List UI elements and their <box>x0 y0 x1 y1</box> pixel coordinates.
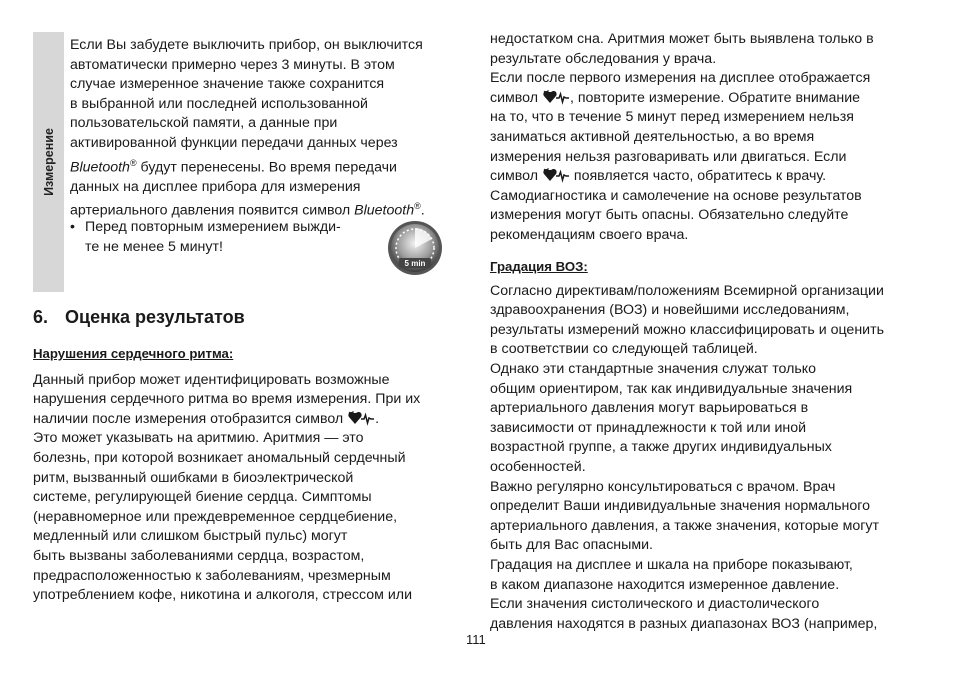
body-line <box>490 167 930 187</box>
side-tab-label: Измерение <box>41 128 56 196</box>
who-line: особенностей. <box>490 458 586 475</box>
arrhythmia-subheading: Нарушения сердечного ритма: <box>33 346 234 361</box>
bullet-dot: • <box>70 219 75 235</box>
intro-paragraph <box>70 36 470 222</box>
body-line <box>490 89 930 109</box>
body-line: рекомендациям своего врача. <box>490 226 689 243</box>
who-line: Согласно директивам/положениям Всемирной организации <box>490 282 884 299</box>
section-number: 6. <box>33 307 49 327</box>
bullet-line: те не менее 5 минут! <box>85 238 223 255</box>
arrhythmia-heart-icon <box>542 89 570 105</box>
arrhythmia-line: системе, регулирующей биение сердца. Симптомы <box>33 489 372 506</box>
who-line: артериального давления, а также значения, которые могут <box>490 517 879 534</box>
arrhythmia-line: болезнь, при которой возникает аномальный сердечный <box>33 449 406 466</box>
intro-line: случае измеренное значение также сохранится <box>70 76 385 93</box>
registered-mark: ® <box>414 201 421 212</box>
page-number: 111 <box>466 632 486 647</box>
intro-line: активированной функции передачи данных через <box>70 134 398 151</box>
body-line: Если после первого измерения на дисплее отображается <box>490 70 871 87</box>
who-line: артериального давления могут варьироваться в <box>490 400 809 417</box>
bullet-line: Перед повторным измерением выжди- <box>85 219 341 235</box>
who-line: давления находятся в разных диапазонах ВОЗ (например, <box>490 615 878 632</box>
who-line: зависимости от принадлежности к той или иной <box>490 419 807 436</box>
body-line: Самодиагностика и самолечение на основе результатов <box>490 187 862 204</box>
intro-line: в выбранной или последней использованной <box>70 95 368 112</box>
who-line: Если значения систолического и диастолического <box>490 596 820 613</box>
arrhythmia-heart-icon <box>347 410 375 426</box>
right-column-top <box>490 30 930 246</box>
arrhythmia-section <box>33 344 473 606</box>
who-line: возрастной группе, а также других индивидуальных <box>490 439 832 456</box>
who-line: Градация на дисплее и шкала на приборе показывают, <box>490 556 853 573</box>
arrhythmia-line: предрасположенностью к заболеваниям, чрезмерным <box>33 567 391 584</box>
who-subheading: Градация ВОЗ: <box>490 259 588 274</box>
arrhythmia-line: быть вызваны заболеваниями сердца, возрастом, <box>33 547 365 564</box>
registered-mark: ® <box>129 157 137 168</box>
arrhythmia-line-prefix: наличии после измерения отобразится символ <box>33 410 348 427</box>
bluetooth-word: Bluetooth <box>70 159 130 176</box>
arrhythmia-line: ритм, вызванный ошибками в биоэлектрической <box>33 469 354 486</box>
body-line-suffix: появляется часто, обратитесь к врачу. <box>569 168 827 185</box>
arrhythmia-line: Это может указывать на аритмию. Аритмия — это <box>33 430 364 447</box>
body-line-suffix: , повторите измерение. Обратите внимание <box>569 89 861 106</box>
body-line: результате обследования у врача. <box>490 50 717 67</box>
body-line-prefix: символ <box>490 168 542 185</box>
timer-5min-icon <box>387 220 443 276</box>
intro-line: данных на дисплее прибора для измерения <box>70 178 361 195</box>
section-heading <box>33 307 245 328</box>
body-line: недостатком сна. Аритмия может быть выявлена только в <box>490 31 874 47</box>
arrhythmia-line: (неравномерное или преждевременное сердцебиение, <box>33 508 398 525</box>
arrhythmia-line <box>33 410 473 430</box>
who-line: в каком диапазоне находится измеренное давление. <box>490 576 840 593</box>
arrhythmia-line: медленный или слишком быстрый пульс) могут <box>33 528 348 545</box>
arrhythmia-heart-icon <box>542 167 570 183</box>
who-line: Однако эти стандартные значения служат только <box>490 360 817 377</box>
intro-line: автоматически примерно через 3 минуты. В этом <box>70 56 395 73</box>
who-section <box>490 257 930 634</box>
body-line: измерения могут быть опасны. Обязательно следуйте <box>490 207 849 224</box>
bullet-item <box>70 218 370 257</box>
body-line-prefix: символ <box>490 89 542 106</box>
arrhythmia-line: Данный прибор может идентифицировать возможные <box>33 371 390 388</box>
intro-line: пользовательской памяти, а данные при <box>70 115 338 132</box>
section-side-tab <box>33 32 64 292</box>
who-line: общим ориентиром, так как индивидуальные значения <box>490 380 853 397</box>
who-line: в соответствии со следующей таблицей. <box>490 341 758 358</box>
who-line: Важно регулярно консультироваться с врачом. Врач <box>490 478 836 495</box>
body-line: заниматься активной деятельностью, а во время <box>490 128 815 145</box>
period: . <box>420 203 425 220</box>
who-line: результаты измерений можно классифицировать и оценить <box>490 321 884 338</box>
intro-line-prefix: артериального давления появится символ <box>70 203 355 220</box>
arrhythmia-line: употреблением кофе, никотина и алкоголя, стрессом или <box>33 587 412 604</box>
intro-line <box>70 154 470 178</box>
intro-line-rest: будут перенесены. Во время передачи <box>136 159 397 176</box>
period: . <box>375 410 380 427</box>
who-line: быть для Вас опасными. <box>490 537 653 554</box>
body-line: на то, что в течение 5 минут перед измерением нельзя <box>490 109 854 126</box>
arrhythmia-line: нарушения сердечного ритма во время измерения. При их <box>33 391 421 408</box>
who-line: определит Ваши индивидуальные значения нормального <box>490 498 871 515</box>
who-line: здравоохранения (ВОЗ) и новейшими исследованиям, <box>490 302 850 319</box>
bluetooth-word: Bluetooth <box>354 203 415 220</box>
timer-label: 5 min <box>404 259 426 268</box>
section-title: Оценка результатов <box>65 307 245 327</box>
body-line: измерения нельзя разговаривать или двигаться. Если <box>490 148 847 165</box>
intro-line: Если Вы забудете выключить прибор, он выключится <box>70 37 423 53</box>
